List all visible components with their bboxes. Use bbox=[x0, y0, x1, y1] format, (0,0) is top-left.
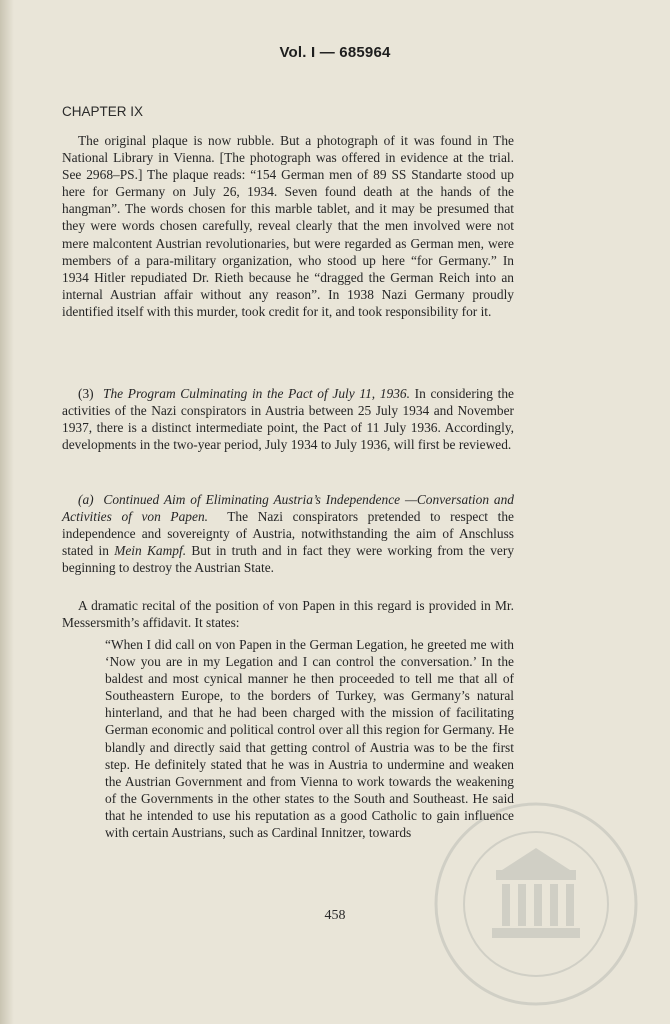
chapter-label: CHAPTER IX bbox=[62, 104, 144, 119]
university-seal-watermark bbox=[432, 800, 640, 1008]
subsection-body-start: The Nazi conspirators pretended to respect the independence and sovereignty of Austria, notwithstanding the aim of Anschluss stated in bbox=[62, 509, 514, 559]
affidavit-quote: “When I did call on von Papen in the German Legation, he greeted me with ‘Now you are in my Legation and I can control the conversation.’ In the baldest and most cynical manner he then proceeded to tell me that all of Southeastern Europe, to the borders of Turkey, was Germany’s natural hinterland, and that he had been charged with the mission of facilitating German economic and political control over all this region for Germany. He blandly and directly said that getting control of Austria was to be the first step. He definitely stated that he was in Austria to undermine and weaken the Austrian Government and from Vienna to work towards the weakening of the Governments in the other states to the South and Southeast. He said that he intended to use his reputation as a good Catholic to gain influence with certain Austrians, such as Cardinal Innitzer, towards bbox=[105, 637, 514, 841]
section-heading: The Program Culminating in the Pact of July 11, 1936. bbox=[103, 386, 410, 401]
paragraph-plaque: The original plaque is now rubble. But a photograph of it was found in The National Library in Vienna. [The photograph was offered in evidence at the trial. See 2968–PS.] The plaque reads: “154 German men of 89 SS Standarte stood up here for Germany on July 26, 1934. Seven found death at the hands of the hangman”. The words chosen for this marble tablet, and it may be presumed that they were words chosen carefully, reveal clearly that the men involved were not mere malcontent Austrian revolutionaries, but were regarded as German men, were members of a para-military organization, who stood up here “for Germany.” In 1934 Hitler repudiated Dr. Rieth because he “dragged the German Reich into an internal Austrian affair without any reason”. In 1938 Nazi Germany proudly identified itself with this murder, took credit for it, and took responsibility for it. bbox=[62, 133, 514, 319]
subsection-label: (a) bbox=[78, 492, 94, 507]
subsection-body-end: But in truth and in fact they were working from the very beginning to destroy the Austrian State. bbox=[62, 543, 515, 576]
section-body: In considering the activities of the Nazi conspirators in Austria between 25 July 1934 and November 1937, there is a distinct intermediate point, the Pact of 11 July 1936. Accordingly, developments in the two-year period, July 1934 to July 1936, will first be reviewed. bbox=[62, 386, 514, 453]
book-title: Mein Kampf. bbox=[114, 543, 187, 559]
page-header: Vol. I — 685964 bbox=[279, 44, 391, 61]
paragraph-program bbox=[62, 385, 514, 453]
section-number: (3) bbox=[78, 386, 94, 401]
page-edge-shadow bbox=[0, 0, 14, 1024]
paragraph-messersmith: A dramatic recital of the position of von Papen in this regard is provided in Mr. Messersmith’s affidavit. It states: bbox=[62, 598, 514, 631]
paragraph-continued-aim bbox=[62, 491, 514, 576]
subsection-heading: Continued Aim of Eliminating Austria’s Independence —Conversation and Activities of von Papen. bbox=[62, 492, 514, 525]
page-number: 458 bbox=[324, 908, 346, 923]
